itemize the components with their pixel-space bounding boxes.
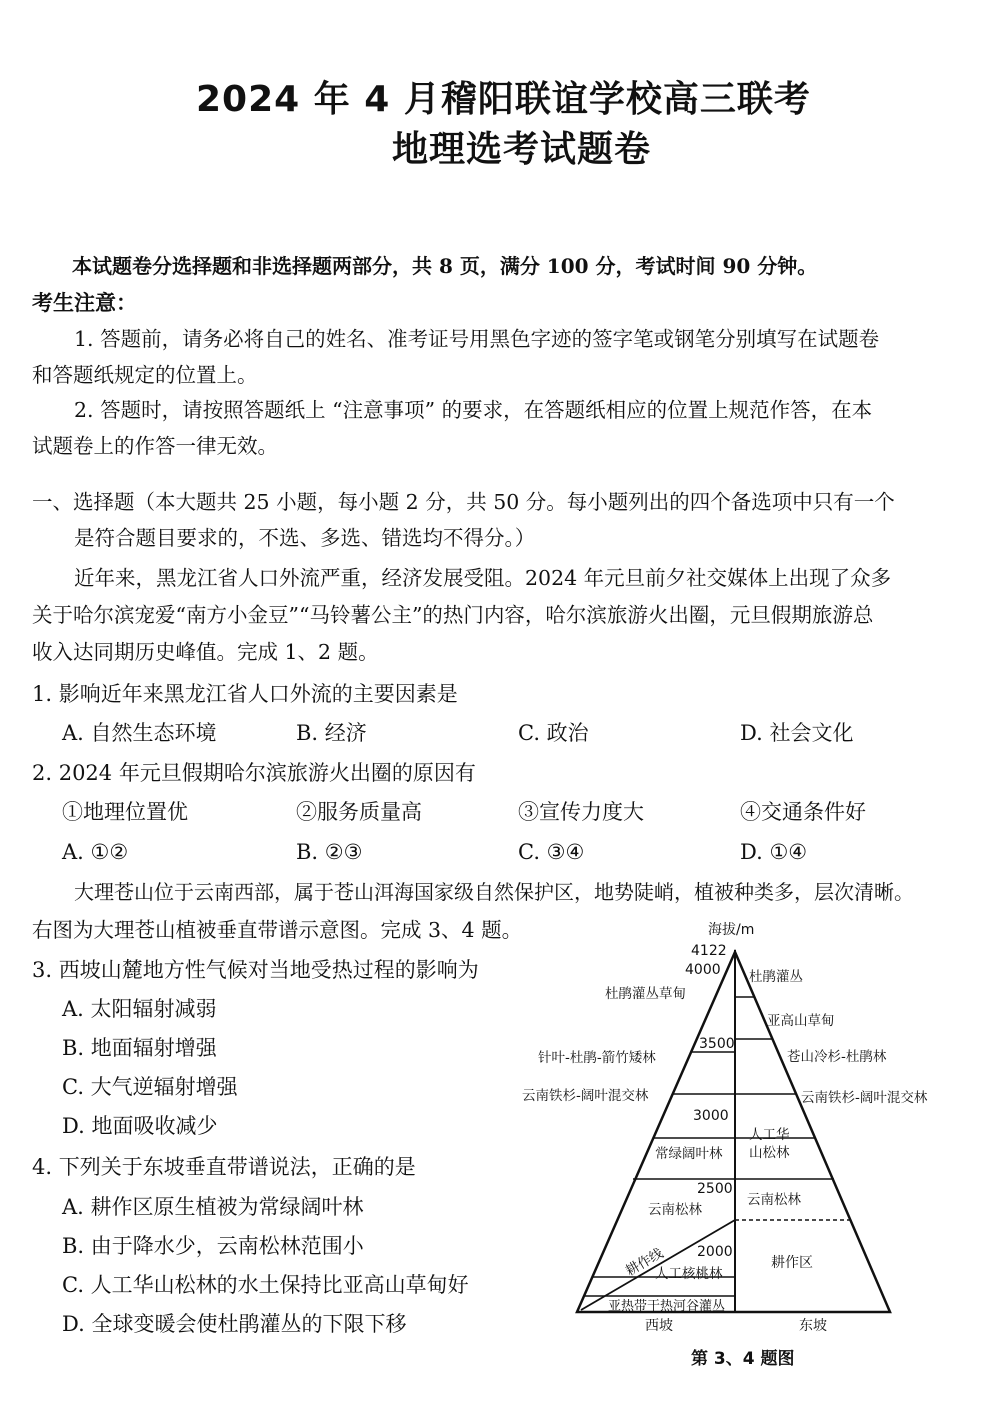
elevation-2500: 2500 xyxy=(697,1181,733,1197)
passage-1-line1: 近年来，黑龙江省人口外流严重，经济发展受阻。2024 年元旦前夕社交媒体上出现了众多 xyxy=(74,566,892,590)
question-4-option-c: C. 人工华山松林的水土保持比亚高山草甸好 xyxy=(62,1273,469,1297)
question-3-option-d: D. 地面吸收减少 xyxy=(62,1114,218,1138)
question-3-option-c: C. 大气逆辐射增强 xyxy=(62,1075,238,1099)
question-4-option-b: B. 由于降水少，云南松林范围小 xyxy=(62,1234,364,1258)
notice-item-2-line2: 试题卷上的作答一律无效。 xyxy=(32,434,278,458)
west-zone-dry-valley-shrub: 亚热带干热河谷灌丛 xyxy=(608,1299,726,1314)
question-4-option-a: A. 耕作区原生植被为常绿阔叶林 xyxy=(62,1195,364,1219)
exam-subtitle: 地理选考试题卷 xyxy=(392,129,652,170)
elevation-2000: 2000 xyxy=(697,1244,733,1260)
elevation-3500: 3500 xyxy=(699,1036,735,1052)
question-4-option-d: D. 全球变暖会使杜鹃灌丛的下限下移 xyxy=(62,1312,407,1336)
question-2-item-4: ④交通条件好 xyxy=(740,800,866,824)
west-zone-conifer-dwarf-forest: 针叶-杜鹃-箭竹矮林 xyxy=(538,1050,656,1066)
east-zone-cultivation-area: 耕作区 xyxy=(771,1255,813,1271)
notice-item-1-line1: 1. 答题前，请务必将自己的姓名、准考证号用黑色字迹的签字笔或钢笔分别填写在试题卷 xyxy=(74,327,880,351)
east-slope-label: 东坡 xyxy=(799,1318,827,1334)
question-4-stem: 4. 下列关于东坡垂直带谱说法，正确的是 xyxy=(32,1155,416,1179)
east-zone-rhododendron-shrub: 杜鹃灌丛 xyxy=(749,969,803,985)
question-1-option-b: B. 经济 xyxy=(296,721,367,745)
section-heading-line2: 是符合题目要求的，不选、多选、错选均不得分。） xyxy=(74,526,536,550)
passage-2-line1: 大理苍山位于云南西部，属于苍山洱海国家级自然保护区，地势陡峭，植被种类多，层次清晰。 xyxy=(74,880,914,904)
figure-caption: 第 3、4 题图 xyxy=(691,1349,795,1369)
passage-2-line2: 右图为大理苍山植被垂直带谱示意图。完成 3、4 题。 xyxy=(32,918,523,942)
east-zone-armand-pine-line1: 人工华 xyxy=(749,1127,790,1143)
east-zone-armand-pine-line2: 山松林 xyxy=(749,1145,790,1161)
notice-item-2-line1: 2. 答题时，请按照答题纸上 “注意事项” 的要求，在答题纸相应的位置上规范作答，在本 xyxy=(74,398,873,422)
question-1-option-a: A. 自然生态环境 xyxy=(62,721,217,745)
question-2-stem: 2. 2024 年元旦假期哈尔滨旅游火出圈的原因有 xyxy=(32,761,476,785)
question-2-option-d: D. ①④ xyxy=(740,840,808,864)
exam-title: 2024 年 4 月稽阳联谊学校高三联考 xyxy=(196,79,811,120)
question-2-option-b: B. ②③ xyxy=(296,840,363,864)
question-2-item-3: ③宣传力度大 xyxy=(518,800,644,824)
cultivation-line-label: 耕作线 xyxy=(623,1245,667,1280)
notice-heading: 考生注意： xyxy=(32,290,137,315)
question-3-option-b: B. 地面辐射增强 xyxy=(62,1036,217,1060)
passage-1-line2: 关于哈尔滨宠爱“南方小金豆”“马铃薯公主”的热门内容，哈尔滨旅游火出圈，元旦假期旅游总 xyxy=(32,603,874,627)
question-1-option-c: C. 政治 xyxy=(518,721,589,745)
question-2-item-1: ①地理位置优 xyxy=(62,800,188,824)
east-zone-yunnan-pine: 云南松林 xyxy=(747,1192,801,1208)
west-zone-evergreen-broadleaf: 常绿阔叶林 xyxy=(655,1146,723,1162)
west-zone-yunnan-pine: 云南松林 xyxy=(648,1202,702,1218)
elevation-3000: 3000 xyxy=(693,1108,729,1124)
east-zone-subalpine-meadow: 亚高山草甸 xyxy=(767,1013,835,1029)
question-3-stem: 3. 西坡山麓地方性气候对当地受热过程的影响为 xyxy=(32,958,479,982)
vegetation-zonation-diagram xyxy=(505,912,975,1382)
question-2-option-c: C. ③④ xyxy=(518,840,585,864)
east-zone-fir-rhododendron: 苍山冷杉-杜鹃林 xyxy=(787,1049,887,1065)
exam-summary: 本试题卷分选择题和非选择题两部分，共 8 页，满分 100 分，考试时间 90 分钟。 xyxy=(72,254,818,278)
question-2-option-a: A. ①② xyxy=(62,840,129,864)
y-axis-label: 海拔/m xyxy=(708,922,755,938)
question-2-item-2: ②服务质量高 xyxy=(296,800,422,824)
west-zone-walnut-plantation: 人工核桃林 xyxy=(655,1266,723,1282)
question-1-stem: 1. 影响近年来黑龙江省人口外流的主要因素是 xyxy=(32,682,458,706)
mountain-outline xyxy=(577,952,890,1312)
elevation-4000: 4000 xyxy=(685,962,721,978)
question-3-option-a: A. 太阳辐射减弱 xyxy=(62,997,217,1021)
west-zone-tsuga-mixed-forest: 云南铁杉-阔叶混交林 xyxy=(522,1088,649,1104)
section-heading-line1: 一、选择题（本大题共 25 小题，每小题 2 分，共 50 分。每小题列出的四个备选项中只有一个 xyxy=(32,490,895,514)
west-slope-label: 西坡 xyxy=(645,1318,673,1334)
east-zone-tsuga-mixed-forest: 云南铁杉-阔叶混交林 xyxy=(801,1090,928,1106)
question-1-option-d: D. 社会文化 xyxy=(740,721,854,745)
elevation-4122: 4122 xyxy=(691,943,727,959)
notice-item-1-line2: 和答题纸规定的位置上。 xyxy=(32,363,258,387)
west-zone-rhododendron-meadow: 杜鹃灌丛草甸 xyxy=(605,986,686,1002)
passage-1-line3: 收入达同期历史峰值。完成 1、2 题。 xyxy=(32,640,379,664)
